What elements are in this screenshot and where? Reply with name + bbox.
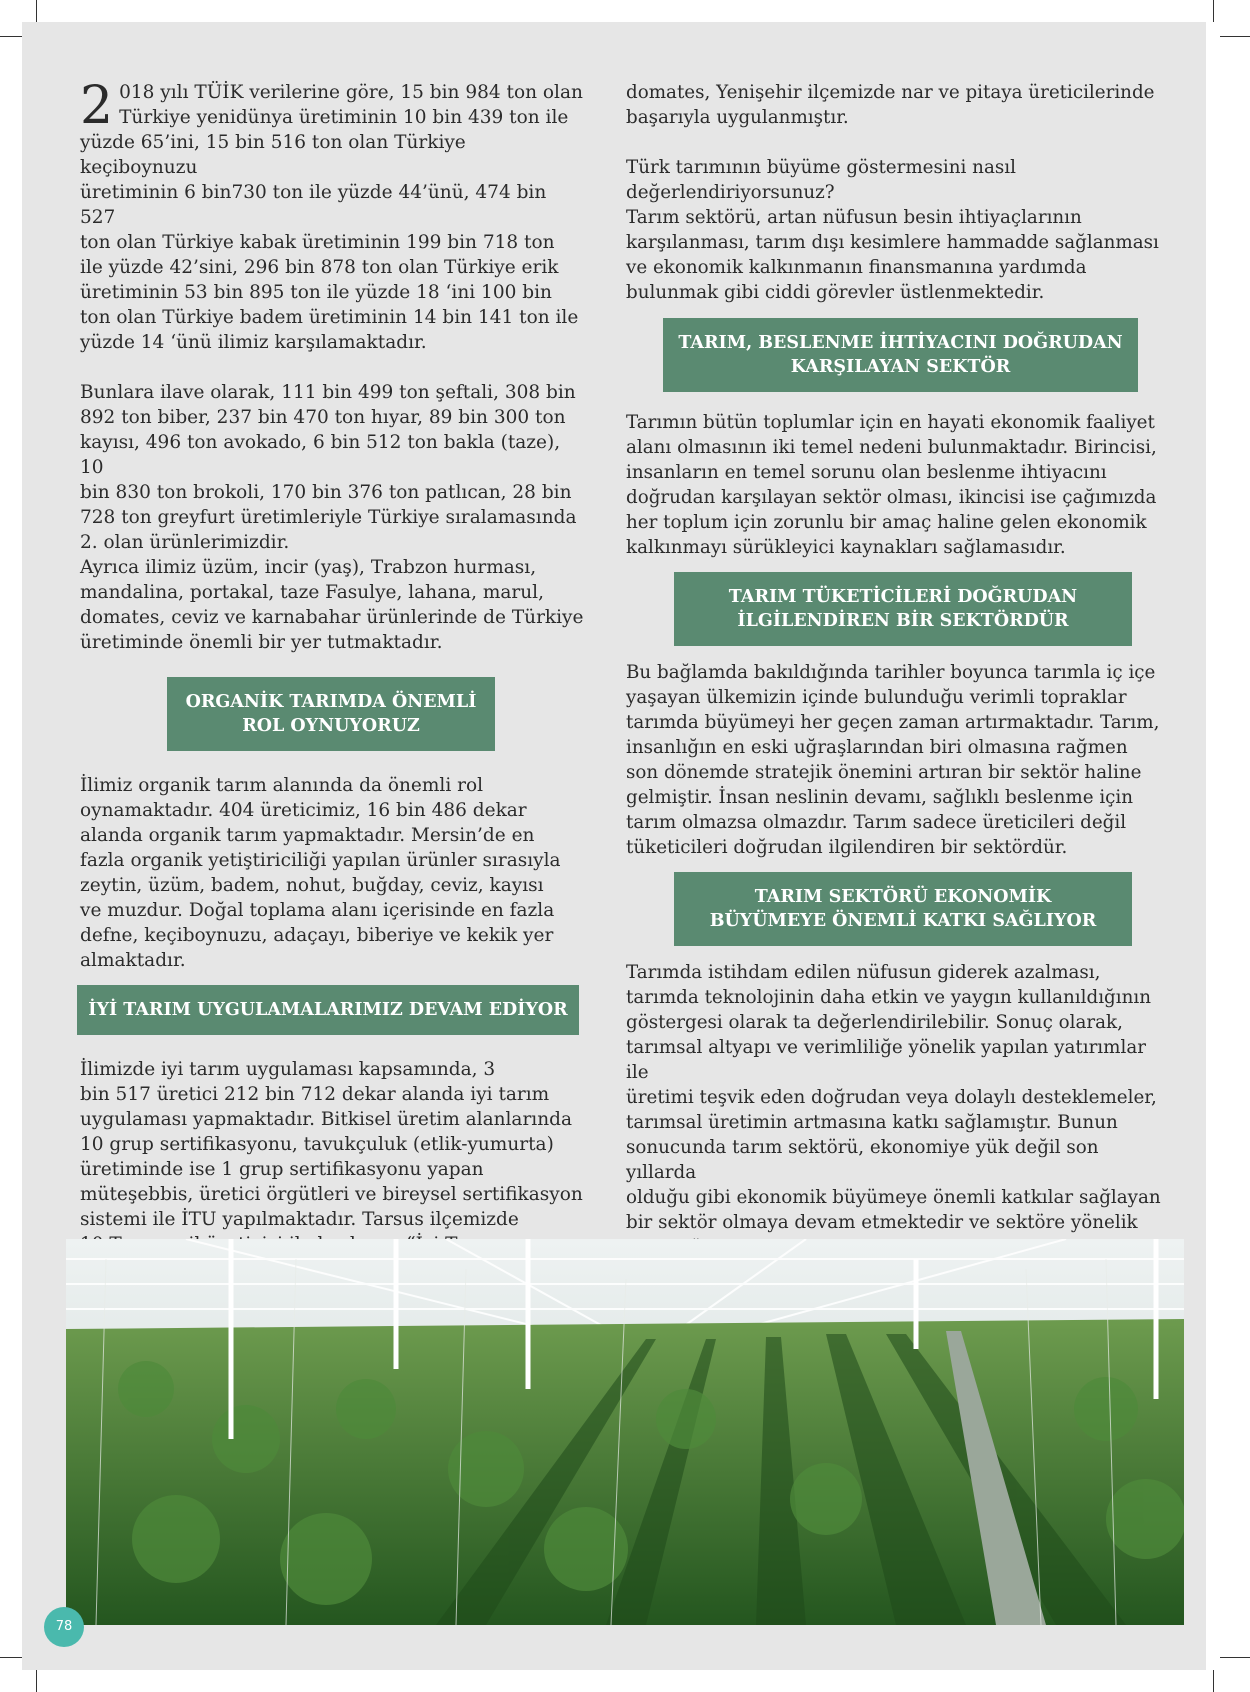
section-heading: TARIM, BESLENME İHTİYACINI DOĞRUDAN KARŞILAYAN SEKTÖR [663,318,1138,392]
crop-mark [1220,36,1250,37]
crop-mark [36,0,37,22]
paragraph: İlimizde iyi tarım uygulaması kapsamında, 3 bin 517 üretici 212 bin 712 dekar alanda iyi tarım uygulaması yapmaktadır. Bitkisel üretim alanlarında 10 grup sertifikasyonu, tavukçuluk (etlik-yumurta) üretiminde ise 1 grup sertifikasyonu yapan müteşebbis, üretici örgütleri ve bireysel sertifikasyon sistemi ile İTU yapılmaktadır. Tarsus ilçemizde [80,1059,583,1230]
crop-mark [1213,0,1214,22]
crop-mark [36,1670,37,1692]
section-heading: TARIM TÜKETİCİLERİ DOĞRUDAN İLGİLENDİREN BİR SEKTÖRDÜR [674,572,1132,646]
greenhouse-illustration [66,1239,1184,1625]
paragraph: Tarımın bütün toplumlar için en hayati ekonomik faaliyet alanı olmasının iki temel nedeni bulunmaktadır. Birincisi, insanların en temel sorunu olan beslenme ihtiyacını doğrudan karşılayan sektör olması, ikincisi ise çağımızda her toplum için zorunlu bir amaç haline gelen ekonomik kalkınmayı sürükleyici kaynakları sağlamasıdır. [626,412,1157,558]
right-column [626,80,1171,1285]
page-number-badge: 78 [44,1607,84,1647]
intro-text: 018 yılı TÜİK verilerine göre, 15 bin 984 ton olan Türkiye yenidünya üretiminin 10 bin 439 ton ile yüzde 65’ini, 15 bin 516 ton olan Türkiye keçiboynuzu üretiminin 6 bin730 ton ile yüzde 44’ünü, 474 bin 527 ton olan Türkiye kabak üretiminin 199 bin 718 ton ile yüzde 42’sini, 296 bin 878 ton olan Türkiye erik üretiminin 53 bin 895 ton ile yüzde 18 ‘ini 100 bin ton olan Türkiye badem üretiminin 14 bin 141 ton ile yüzde 14 ‘ünü ilimiz karşılamaktadır. [80,82,583,353]
interview-question-answer: Türk tarımının büyüme göstermesini nasıl değerlendiriyorsunuz? Tarım sektörü, artan nüfusun besin ihtiyaçlarının karşılanması, tarım dışı kesimlere hammadde sağlanması ve ekonomik kalkınmanın finansmanına yardımda bulunmak gibi ciddi görevler üstlenmektedir. [626,157,1159,303]
paragraph: İlimiz organik tarım alanında da önemli rol oynamaktadır. 404 üreticimiz, 16 bin 486 dekar alanda organik tarım yapmaktadır. Mersin’de en fazla organik yetiştiriciliği yapılan ürünler sırasıyla zeytin, üzüm, badem, nohut, buğday, ceviz, kayısı ve muzdur. Doğal toplama alanı içerisinde en fazla defne, keçiboynuzu, adaçayı, biberiye ve kekik yer almaktadır. [80,775,561,971]
paragraph: Tarımda istihdam edilen nüfusun giderek azalması, tarımda teknolojinin daha etkin ve yaygın kullanıldığının göstergesi olarak ta değerlendirilebilir. Sonuç olarak, tarımsal altyapı ve verimliliğe yönelik yapılan yatırımlar ile üretimi teşvik eden doğrudan veya dolaylı desteklemeler, tarımsal üretimin artmasına katkı sağlamıştır. Bunun sonucunda tarım sektörü, ekonomiye yük değil son yıllarda olduğu gibi ekonomik büyümeye önemli katkılar sağlayan bir sektör olmaya devam etmektedir ve sektöre yönelik [626,962,1161,1233]
paragraph: Bunlara ilave olarak, 111 bin 499 ton şeftali, 308 bin 892 ton biber, 237 bin 470 ton hıyar, 89 bin 300 ton kayısı, 496 ton avokado, 6 bin 512 ton bakla (taze), 10 bin 830 ton brokoli, 170 bin 376 ton patlıcan, 28 bin 728 ton greyfurt üretimleriyle Türkiye sıralamasında 2. olan ürünlerimizdir. Ayrıca ilimiz üzüm, incir (yaş), Trabzon hurması, mandalina, portakal, taze Fasulye, lahana, marul, domates, ceviz ve karnabahar ürünlerinde de Türkiye üretiminde önemli bir yer tutmaktadır. [80,382,584,653]
paragraph: Bu bağlamda bakıldığında tarihler boyunca tarımla iç içe yaşayan ülkemizin içinde bulunduğu verimli topraklar tarımda büyümeyi her geçen zaman artırmaktadır. Tarım, insanlığın en eski uğraşlarından biri olmasına rağmen son dönemde stratejik önemini artıran bir sektör haline gelmiştir. İnsan neslinin devamı, sağlıklı beslenme için tarım olmazsa olmazdır. Tarım sadece üreticileri değil tüketicileri doğrudan ilgilendiren bir sektördür. [626,662,1160,858]
greenhouse-photo [66,1239,1184,1625]
section-heading: ORGANİK TARIMDA ÖNEMLİ ROL OYNUYORUZ [167,677,495,751]
drop-cap: 2 [80,76,114,136]
left-column [80,76,585,1332]
crop-mark [1213,1670,1214,1692]
paragraph: domates, Yenişehir ilçemizde nar ve pitaya üreticilerinde başarıyla uygulanmıştır. [626,82,1155,128]
crop-mark [1220,1657,1250,1658]
crop-mark [0,1657,22,1658]
section-heading: TARIM SEKTÖRÜ EKONOMİK BÜYÜMEYE ÖNEMLİ KATKI SAĞLIYOR [674,872,1132,946]
crop-mark [0,36,22,37]
intro-paragraph [80,76,585,355]
section-heading: İYİ TARIM UYGULAMALARIMIZ DEVAM EDİYOR [77,985,579,1035]
